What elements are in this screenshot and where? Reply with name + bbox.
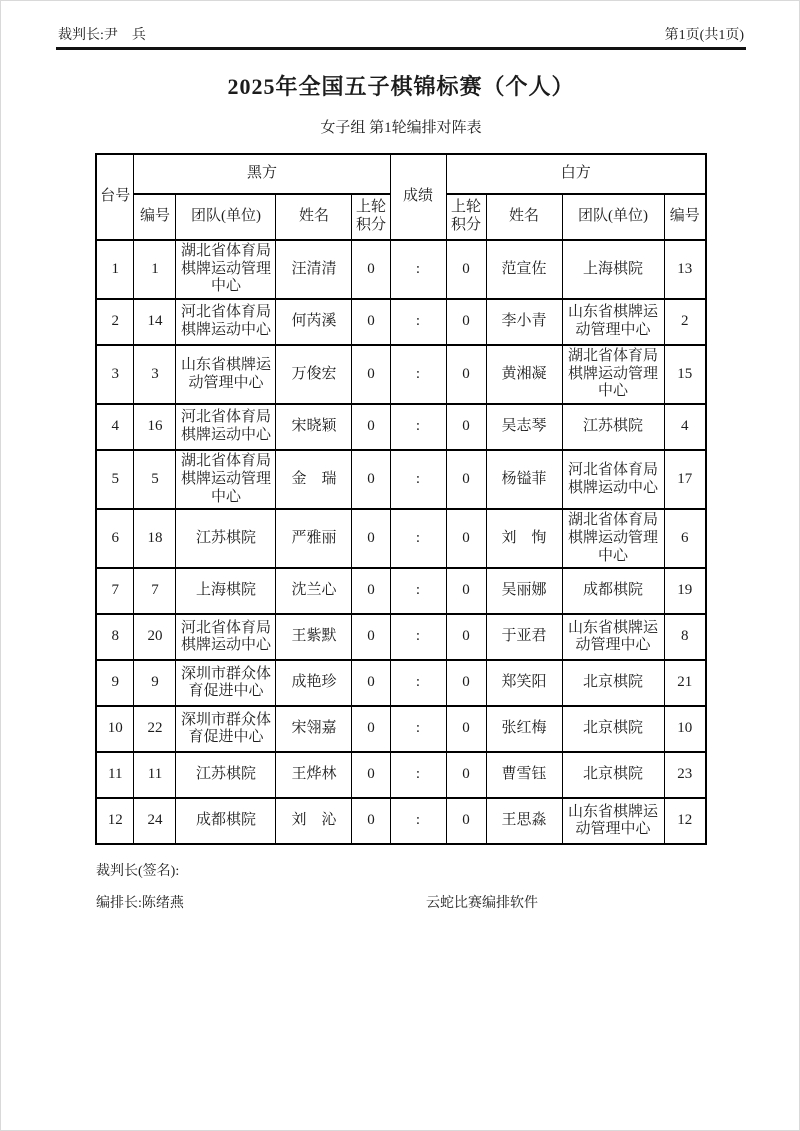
- white-name-cell: 杨镒菲: [486, 450, 562, 509]
- white-prev-points-cell: 0: [446, 706, 486, 752]
- header-white-player-no: 编号: [664, 194, 706, 240]
- black-player-no-cell: 16: [134, 404, 176, 450]
- table-no-cell: 2: [96, 299, 134, 345]
- score-cell: :: [390, 798, 446, 844]
- header-black-side: 黑方: [134, 154, 390, 194]
- table-no-cell: 8: [96, 614, 134, 660]
- header-table-no: 台号: [96, 154, 134, 240]
- table-no-cell: 10: [96, 706, 134, 752]
- black-team-cell: 湖北省体育局棋牌运动管理中心: [176, 450, 276, 509]
- black-player-no-cell: 18: [134, 509, 176, 568]
- white-prev-points-cell: 0: [446, 614, 486, 660]
- score-cell: :: [390, 299, 446, 345]
- black-player-no-cell: 9: [134, 660, 176, 706]
- white-name-cell: 吴丽娜: [486, 568, 562, 614]
- white-team-cell: 江苏棋院: [562, 404, 664, 450]
- white-team-cell: 山东省棋牌运动管理中心: [562, 299, 664, 345]
- black-name-cell: 沈兰心: [276, 568, 352, 614]
- table-no-cell: 6: [96, 509, 134, 568]
- white-player-no-cell: 13: [664, 240, 706, 299]
- score-cell: :: [390, 240, 446, 299]
- white-name-cell: 黄湘凝: [486, 345, 562, 404]
- pairing-row: [96, 509, 706, 568]
- software-credit: 云蛇比赛编排软件: [426, 896, 538, 912]
- black-team-cell: 江苏棋院: [176, 752, 276, 798]
- white-prev-points-cell: 0: [446, 509, 486, 568]
- black-player-no-cell: 1: [134, 240, 176, 299]
- black-prev-points-cell: 0: [352, 299, 390, 345]
- white-name-cell: 张红梅: [486, 706, 562, 752]
- pairing-row: [96, 404, 706, 450]
- black-player-no-cell: 3: [134, 345, 176, 404]
- black-prev-points-cell: 0: [352, 614, 390, 660]
- black-team-cell: 上海棋院: [176, 568, 276, 614]
- header-score: 成绩: [390, 154, 446, 240]
- black-team-cell: 河北省体育局棋牌运动中心: [176, 614, 276, 660]
- white-player-no-cell: 15: [664, 345, 706, 404]
- black-name-cell: 严雅丽: [276, 509, 352, 568]
- pairing-row: [96, 568, 706, 614]
- black-name-cell: 成艳珍: [276, 660, 352, 706]
- black-player-no-cell: 5: [134, 450, 176, 509]
- black-name-cell: 王紫默: [276, 614, 352, 660]
- white-player-no-cell: 12: [664, 798, 706, 844]
- table-no-cell: 1: [96, 240, 134, 299]
- pairing-table-header: [96, 154, 706, 240]
- white-team-cell: 山东省棋牌运动管理中心: [562, 798, 664, 844]
- header-black-player-no: 编号: [134, 194, 176, 240]
- black-team-cell: 湖北省体育局棋牌运动管理中心: [176, 240, 276, 299]
- score-cell: :: [390, 450, 446, 509]
- black-player-no-cell: 20: [134, 614, 176, 660]
- page-subtitle: 女子组 第1轮编排对阵表: [320, 120, 482, 136]
- header-white-prev-points: 上轮积分: [446, 194, 486, 240]
- white-prev-points-cell: 0: [446, 299, 486, 345]
- score-cell: :: [390, 614, 446, 660]
- black-name-cell: 万俊宏: [276, 345, 352, 404]
- white-team-cell: 湖北省体育局棋牌运动管理中心: [562, 345, 664, 404]
- pairing-row: [96, 706, 706, 752]
- white-name-cell: 郑笑阳: [486, 660, 562, 706]
- black-player-no-cell: 14: [134, 299, 176, 345]
- black-prev-points-cell: 0: [352, 509, 390, 568]
- black-player-no-cell: 7: [134, 568, 176, 614]
- black-team-cell: 河北省体育局棋牌运动中心: [176, 404, 276, 450]
- white-prev-points-cell: 0: [446, 798, 486, 844]
- pairing-row: [96, 345, 706, 404]
- white-player-no-cell: 21: [664, 660, 706, 706]
- white-prev-points-cell: 0: [446, 660, 486, 706]
- pairing-table-body: [96, 240, 706, 844]
- referee-signature-label: 裁判长(签名):: [96, 864, 180, 880]
- black-player-no-cell: 11: [134, 752, 176, 798]
- white-player-no-cell: 6: [664, 509, 706, 568]
- white-team-cell: 上海棋院: [562, 240, 664, 299]
- black-player-no-cell: 22: [134, 706, 176, 752]
- white-player-no-cell: 23: [664, 752, 706, 798]
- page-meta-row: [56, 1, 746, 50]
- white-prev-points-cell: 0: [446, 404, 486, 450]
- page-number: 第1页(共1页): [664, 28, 744, 43]
- white-player-no-cell: 19: [664, 568, 706, 614]
- black-name-cell: 刘 沁: [276, 798, 352, 844]
- pairing-row: [96, 240, 706, 299]
- pairing-row: [96, 798, 706, 844]
- black-prev-points-cell: 0: [352, 450, 390, 509]
- header-white-side: 白方: [446, 154, 706, 194]
- header-black-name: 姓名: [276, 194, 352, 240]
- document-page: [1, 1, 800, 910]
- black-team-cell: 深圳市群众体育促进中心: [176, 660, 276, 706]
- white-team-cell: 北京棋院: [562, 706, 664, 752]
- header-white-name: 姓名: [486, 194, 562, 240]
- page-footer: [96, 860, 706, 910]
- table-no-cell: 5: [96, 450, 134, 509]
- table-no-cell: 3: [96, 345, 134, 404]
- table-no-cell: 12: [96, 798, 134, 844]
- white-prev-points-cell: 0: [446, 752, 486, 798]
- black-team-cell: 深圳市群众体育促进中心: [176, 706, 276, 752]
- white-team-cell: 北京棋院: [562, 752, 664, 798]
- white-team-cell: 北京棋院: [562, 660, 664, 706]
- pairing-row: [96, 299, 706, 345]
- score-cell: :: [390, 404, 446, 450]
- pairing-row: [96, 450, 706, 509]
- black-prev-points-cell: 0: [352, 660, 390, 706]
- score-cell: :: [390, 706, 446, 752]
- black-name-cell: 汪清清: [276, 240, 352, 299]
- header-black-team: 团队(单位): [176, 194, 276, 240]
- black-name-cell: 王烨林: [276, 752, 352, 798]
- page-title: 2025年全国五子棋锦标赛（个人）: [227, 74, 575, 99]
- white-player-no-cell: 17: [664, 450, 706, 509]
- score-cell: :: [390, 752, 446, 798]
- black-prev-points-cell: 0: [352, 404, 390, 450]
- black-prev-points-cell: 0: [352, 752, 390, 798]
- white-name-cell: 吴志琴: [486, 404, 562, 450]
- black-name-cell: 宋晓颖: [276, 404, 352, 450]
- arranger-label: 编排长:陈绪燕: [96, 896, 184, 912]
- white-player-no-cell: 2: [664, 299, 706, 345]
- pairing-row: [96, 614, 706, 660]
- header-white-team: 团队(单位): [562, 194, 664, 240]
- table-no-cell: 7: [96, 568, 134, 614]
- white-team-cell: 河北省体育局棋牌运动中心: [562, 450, 664, 509]
- white-team-cell: 湖北省体育局棋牌运动管理中心: [562, 509, 664, 568]
- header-black-prev-points: 上轮积分: [352, 194, 390, 240]
- white-prev-points-cell: 0: [446, 345, 486, 404]
- black-team-cell: 山东省棋牌运动管理中心: [176, 345, 276, 404]
- white-prev-points-cell: 0: [446, 240, 486, 299]
- score-cell: :: [390, 568, 446, 614]
- table-no-cell: 4: [96, 404, 134, 450]
- white-player-no-cell: 8: [664, 614, 706, 660]
- table-no-cell: 11: [96, 752, 134, 798]
- table-no-cell: 9: [96, 660, 134, 706]
- black-name-cell: 何芮溪: [276, 299, 352, 345]
- white-name-cell: 于亚君: [486, 614, 562, 660]
- black-prev-points-cell: 0: [352, 240, 390, 299]
- black-prev-points-cell: 0: [352, 706, 390, 752]
- white-name-cell: 王思淼: [486, 798, 562, 844]
- white-name-cell: 刘 恂: [486, 509, 562, 568]
- black-prev-points-cell: 0: [352, 798, 390, 844]
- white-player-no-cell: 10: [664, 706, 706, 752]
- pairing-row: [96, 752, 706, 798]
- pairing-table: [95, 153, 707, 845]
- white-team-cell: 山东省棋牌运动管理中心: [562, 614, 664, 660]
- white-name-cell: 李小青: [486, 299, 562, 345]
- score-cell: :: [390, 345, 446, 404]
- black-prev-points-cell: 0: [352, 345, 390, 404]
- black-team-cell: 成都棋院: [176, 798, 276, 844]
- white-name-cell: 曹雪钰: [486, 752, 562, 798]
- white-player-no-cell: 4: [664, 404, 706, 450]
- white-prev-points-cell: 0: [446, 450, 486, 509]
- chief-referee-label: 裁判长:尹 兵: [58, 28, 146, 43]
- white-prev-points-cell: 0: [446, 568, 486, 614]
- black-name-cell: 宋翎嘉: [276, 706, 352, 752]
- white-team-cell: 成都棋院: [562, 568, 664, 614]
- black-name-cell: 金 瑞: [276, 450, 352, 509]
- white-name-cell: 范宣佐: [486, 240, 562, 299]
- score-cell: :: [390, 660, 446, 706]
- black-prev-points-cell: 0: [352, 568, 390, 614]
- black-team-cell: 河北省体育局棋牌运动中心: [176, 299, 276, 345]
- black-player-no-cell: 24: [134, 798, 176, 844]
- score-cell: :: [390, 509, 446, 568]
- pairing-row: [96, 660, 706, 706]
- black-team-cell: 江苏棋院: [176, 509, 276, 568]
